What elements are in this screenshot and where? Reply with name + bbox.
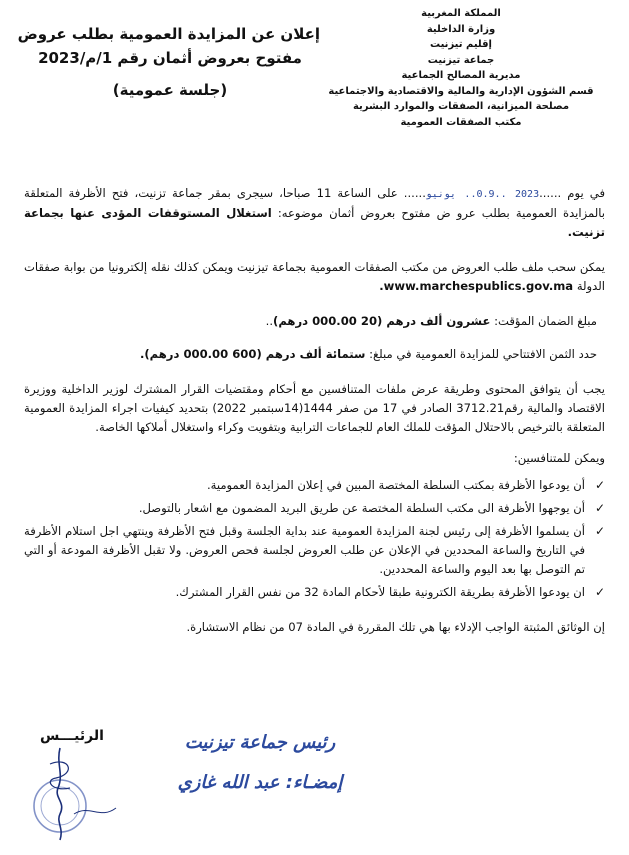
- paragraph-competitors-intro: ويمكن للمتنافسين:: [513, 451, 605, 465]
- session-type: (جلسة عمومية): [112, 81, 228, 99]
- official-stamp-signature: [30, 744, 150, 844]
- signatory-name: إمضـاء: عبد الله غازي: [177, 772, 343, 793]
- announcement-number: مفتوح بعروض أثمان رقم 1/م/2023: [38, 49, 302, 67]
- paragraph-file-withdrawal: [24, 258, 605, 296]
- option-text: أن يودعوا الأظرفة بمكتب السلطة المختصة المبين في إعلان المزايدة العمومية.: [206, 478, 585, 492]
- checkmark-icon: ✓: [594, 501, 605, 515]
- header-line-province: إقليم تيزنيت: [430, 39, 492, 50]
- opening-date-prefix: في يوم ......: [539, 186, 605, 200]
- header-line-service: مصلحة الميزانية، الصفقات والموارد البشرية: [352, 101, 570, 112]
- header-line-kingdom: المملكة المغربية: [421, 8, 501, 19]
- header-line-division: قسم الشؤون الإدارية والمالية والاقتصادية والاجتماعية: [328, 85, 594, 97]
- submission-options-list: [24, 476, 605, 602]
- signature-stamp-text: [150, 728, 370, 798]
- opening-price-amount: ستمائة ألف درهم (600 000.00 درهم).: [139, 347, 366, 361]
- paragraph-opening-price: [24, 345, 605, 364]
- list-item: [24, 583, 605, 602]
- paragraph-regulations: يجب أن يتوافق المحتوى وطريقة عرض ملفات المتنافسين مع أحكام ومقتضيات القرار المشترك لوزير الداخلية ووزيرة الاقتصاد والمالية رقم3712.21 الصادر في 17 من صفر 1444(14سبتمبر 2022) بتحديد كيفيات اجراء المزايدة العمومية المتعلقة بالترخيص بالاحتلال المؤقت للملك العام للجماعات الترابية وبتفويت وكراء واستغلال أملاكها الخاصة.: [24, 382, 605, 434]
- opening-price-label: حدد الثمن الافتتاحي للمزايدة العمومية في مبلغ:: [369, 347, 597, 361]
- header-line-office: مكتب الصفقات العمومية: [400, 116, 522, 128]
- checkmark-icon: ✓: [594, 585, 605, 599]
- list-item: [24, 499, 605, 518]
- header-line-directorate: مديرية المصالح الجماعية: [401, 70, 521, 81]
- paragraph-documents: إن الوثائق المثبتة الواجب الإدلاء بها هي تلك المقررة في المادة 07 من نظام الاستشارة.: [186, 620, 605, 634]
- signatory-role: رئيس جماعة تيزنيت: [184, 732, 336, 753]
- guarantee-suffix: ..: [265, 314, 274, 328]
- announcement-title-block: [17, 22, 320, 102]
- option-text: ان يودعوا الأظرفة بطريقة الكترونية طبقا لأحكام المادة 32 من نفس القرار المشترك.: [175, 585, 585, 599]
- checkmark-icon: ✓: [594, 524, 605, 538]
- signature-title: الرئيـــس: [40, 728, 104, 744]
- tender-subject: استغلال المستوقفات المؤدى عنها بجماعة تزنيت.: [24, 206, 605, 239]
- withdrawal-text: يمكن سحب ملف طلب العروض من مكتب الصفقات العمومية بجماعة تيزنيت ويمكن كذلك نقله إلكترونيا من بوابة صفقات الدولة: [24, 260, 605, 293]
- option-text: أن يسلموا الأظرفة إلى رئيس لجنة المزايدة العمومية عند بداية الجلسة وقبل فتح الأظرفة وينتهي اجل استلام الأظرفة في التاريخ والساعة المحددين في الإعلان عن طلب العروض لجلسة فحص العروض. ولا تقبل الأظرفة المودعة أو التي تم التوصل بها بعد اليوم والساعة المحددين.: [24, 524, 585, 576]
- announcement-body: [24, 184, 605, 637]
- paragraph-opening: [24, 184, 605, 242]
- checkmark-icon: ✓: [594, 478, 605, 492]
- list-item: [24, 522, 605, 579]
- guarantee-label: مبلغ الضمان المؤقت:: [494, 314, 597, 328]
- header-line-ministry: وزارة الداخلية: [426, 23, 496, 35]
- option-text: أن يوجهوا الأظرفة الى مكتب السلطة المختصة عن طريق البريد المضمون مع اشعار بالتوصل.: [138, 501, 585, 515]
- issuer-header: [311, 6, 611, 130]
- announcement-title: إعلان عن المزايدة العمومية بطلب عروض: [17, 25, 320, 43]
- portal-url: www.marchespublics.gov.ma.: [379, 279, 574, 293]
- header-line-commune: جماعة تيزنيت: [427, 54, 495, 66]
- opening-text: ...... على الساعة 11 صباحا، سيجرى بمقر جماعة تزنيت، فتح الأظرفة المتعلقة بالمزايدة العمومية بطلب عرو ض مفتوح بعروض أثمان موضوعه:: [24, 186, 606, 220]
- list-item: [24, 476, 605, 495]
- handwritten-date: 2023 ..0.9.. يونيو: [425, 189, 540, 200]
- paragraph-guarantee: [24, 312, 605, 331]
- guarantee-amount: عشرون ألف درهم (20 000.00 درهم): [273, 314, 491, 328]
